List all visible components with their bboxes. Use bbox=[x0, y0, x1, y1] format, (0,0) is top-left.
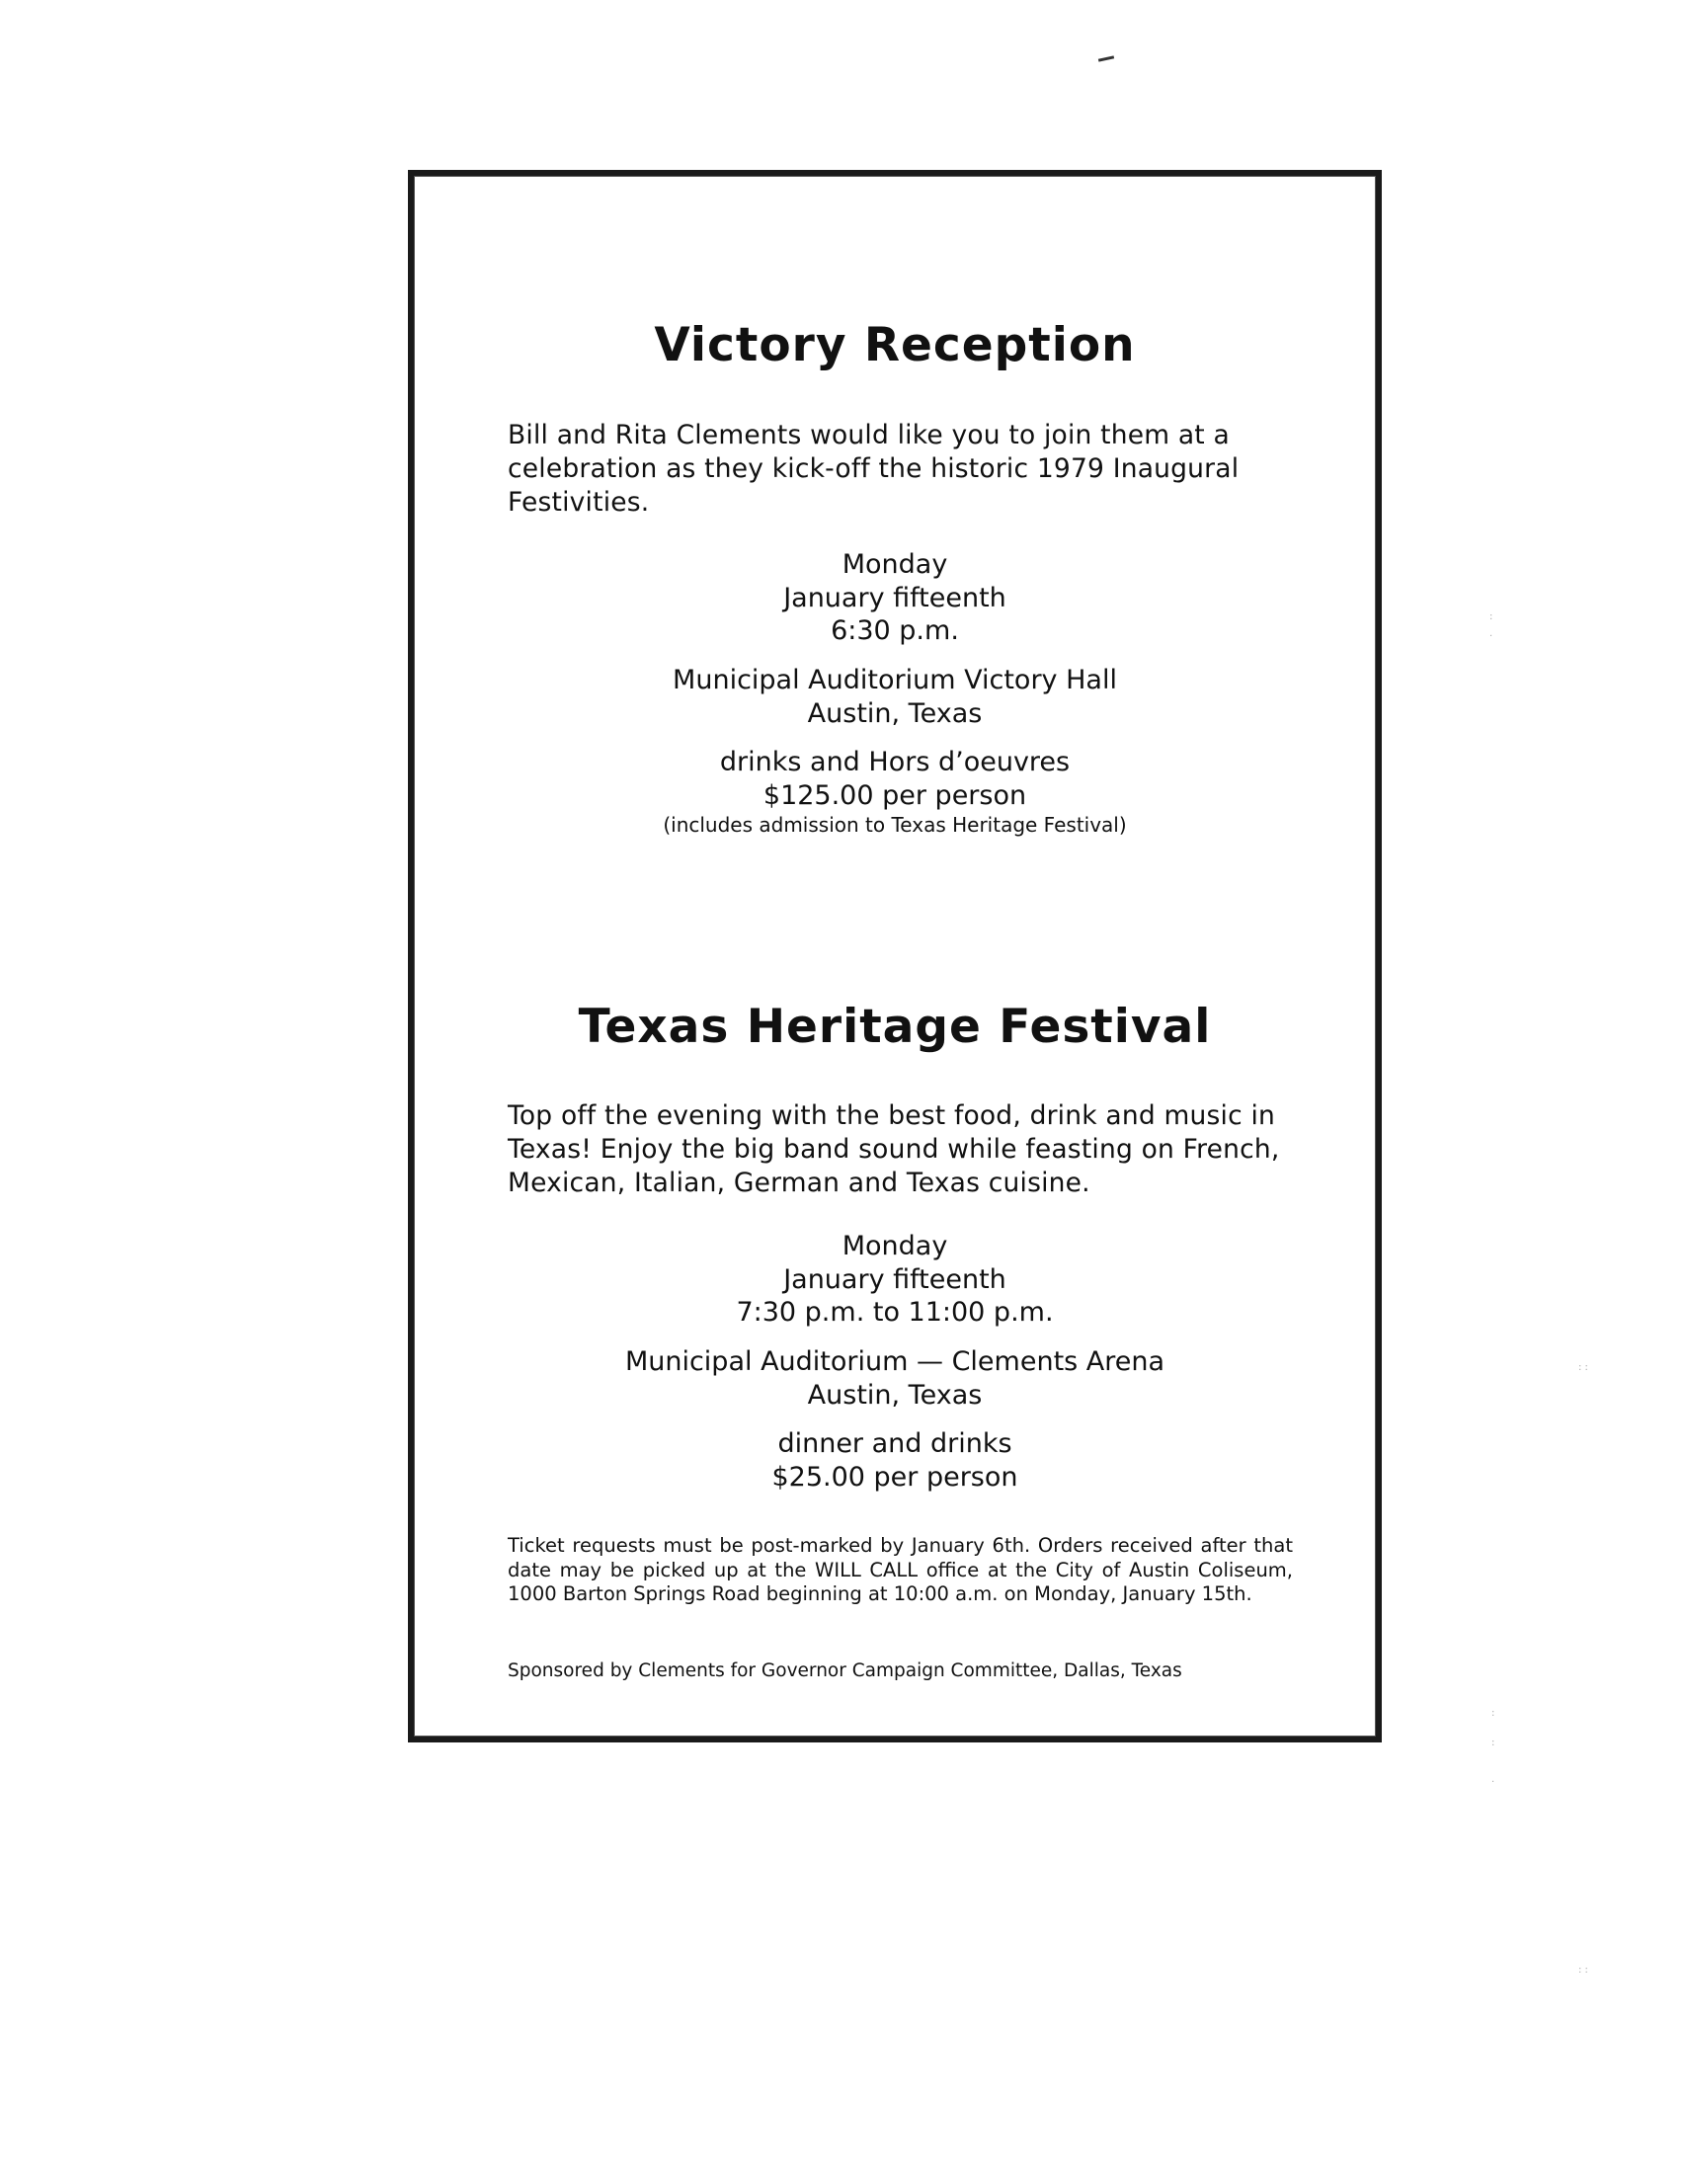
reception-date: January fifteenth bbox=[783, 582, 1006, 613]
festival-venue: Municipal Auditorium — Clements Arena bbox=[624, 1346, 1165, 1377]
festival-time: 7:30 p.m. to 11:00 p.m. bbox=[736, 1297, 1054, 1328]
scan-speck: : bbox=[1491, 1708, 1495, 1719]
reception-pricing bbox=[408, 746, 1382, 838]
reception-price: $125.00 per person bbox=[762, 779, 1027, 811]
scan-speck: : bbox=[1489, 611, 1493, 622]
festival-day: Monday bbox=[842, 1231, 948, 1261]
reception-title: Victory Reception bbox=[654, 318, 1136, 372]
reception-note: (includes admission to Texas Heritage Festival) bbox=[663, 813, 1127, 837]
scan-speck: · bbox=[1489, 631, 1493, 642]
scan-speck: · bbox=[1491, 1777, 1495, 1788]
festival-date: January fifteenth bbox=[783, 1263, 1006, 1295]
festival-intro: Top off the evening with the best food, drink and music in Texas! Enjoy the big band sound while feasting on French, Mexican, Italian, German and Texas cuisine. bbox=[508, 1100, 1280, 1198]
reception-venue: Municipal Auditorium Victory Hall bbox=[673, 665, 1117, 695]
festival-location bbox=[408, 1345, 1382, 1412]
festival-city: Austin, Texas bbox=[807, 1379, 983, 1411]
reception-location bbox=[408, 664, 1382, 730]
scan-speck: : bbox=[1491, 1738, 1495, 1748]
festival-pricing bbox=[408, 1427, 1382, 1494]
invitation-border bbox=[408, 170, 1382, 1742]
pen-mark bbox=[1098, 55, 1114, 61]
scan-speck: : : bbox=[1578, 1362, 1588, 1373]
reception-intro: Bill and Rita Clements would like you to join them at a celebration as they kick-off the historic 1979 Inaugural Festivities. bbox=[508, 420, 1240, 518]
ticket-info: Ticket requests must be post-marked by January 6th. Orders received after that date may be picked up at the WILL CALL office at the City of Austin Coliseum, 1000 Barton Springs Road beginning at 10:00 a.m. on Monday, January 15th. bbox=[508, 1534, 1293, 1605]
festival-fare: dinner and drinks bbox=[777, 1428, 1012, 1459]
reception-city: Austin, Texas bbox=[807, 697, 983, 729]
sponsor-line: Sponsored by Clements for Governor Campaign Committee, Dallas, Texas bbox=[508, 1660, 1182, 1681]
festival-title: Texas Heritage Festival bbox=[578, 1000, 1212, 1054]
scan-speck: : : bbox=[1578, 1965, 1588, 1976]
reception-time: 6:30 p.m. bbox=[831, 615, 959, 646]
festival-details bbox=[408, 1230, 1382, 1330]
festival-price: $25.00 per person bbox=[771, 1461, 1018, 1493]
reception-details bbox=[408, 548, 1382, 648]
reception-fare: drinks and Hors d’oeuvres bbox=[719, 747, 1071, 777]
reception-day: Monday bbox=[842, 549, 948, 580]
